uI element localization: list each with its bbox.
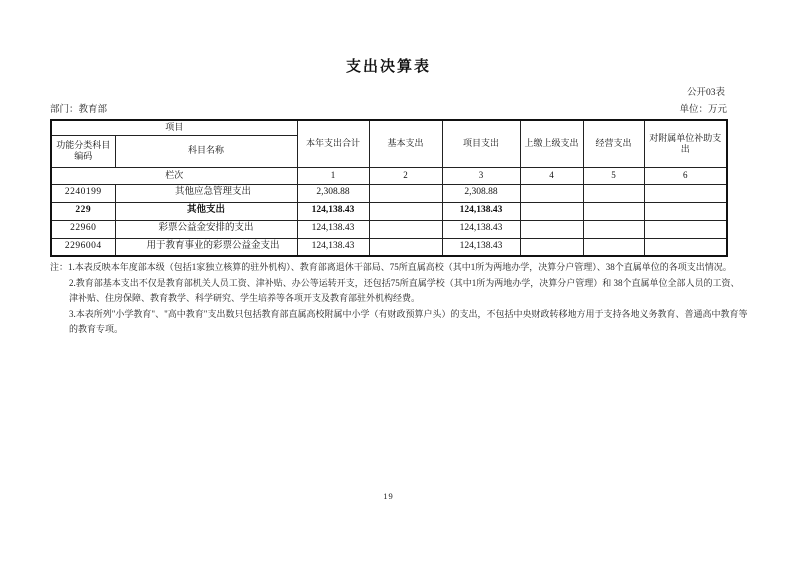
cell-project: 124,138.43 [442,238,520,256]
cell-operating [583,238,644,256]
cell-name: 用于教育事业的彩票公益金支出 [115,238,297,256]
cell-code: 2240199 [51,184,115,202]
cell-project: 2,308.88 [442,184,520,202]
table-row [51,184,727,202]
cell-name: 彩票公益金安排的支出 [115,220,297,238]
col-header-operating: 经营支出 [583,120,644,167]
rank-number: 6 [644,167,727,184]
cell-project: 124,138.43 [442,220,520,238]
cell-subsidy [644,238,727,256]
col-header-name: 科目名称 [115,135,297,167]
note-line: 的教育专项。 [69,324,124,334]
table-row [51,220,727,238]
cell-total: 2,308.88 [297,184,369,202]
page-number: 19 [383,491,394,501]
cell-total: 124,138.43 [297,202,369,220]
page-title: 支出决算表 [345,59,431,75]
cell-code: 22960 [51,220,115,238]
cell-code: 229 [51,202,115,220]
note-line: 2.教育部基本支出不仅是教育部机关人员工资、津补贴、办公等运转开支，还包括75所直属学校（其中1所为两地办学，决算分户管理）和 38个直属单位全部人员的工资、 [69,277,740,288]
cell-subsidy [644,220,727,238]
expenditure-table [50,119,728,257]
col-header-upper: 上缴上级支出 [520,120,583,167]
cell-operating [583,184,644,202]
cell-upper [520,184,583,202]
notes [50,260,748,338]
col-header-project: 项目支出 [442,120,520,167]
cell-operating [583,220,644,238]
cell-subsidy [644,202,727,220]
cell-name: 其他支出 [115,202,297,220]
note-line: 津补贴、住房保障、教育教学、科学研究、学生培养等各项开支及教育部驻外机构经费。 [69,293,421,303]
rank-row [51,167,727,184]
rank-number: 2 [369,167,442,184]
note-line: 3.本表所列"小学教育"、"高中教育"支出数只包括教育部直属高校附属中小学（有财政预算户头）的支出，不包括中央财政转移地方用于支持各地义务教育、普通高中教育等 [69,308,748,319]
public-table-label: 公开03表 [686,88,725,98]
rank-number: 3 [442,167,520,184]
rank-number: 1 [297,167,369,184]
note-text: 1.本表反映本年度部本级（包括1家独立核算的驻外机构）、教育部离退休干部局、75所直属高校（其中1所为两地办学，决算分户管理）、38个直属单位的各项支出情况。 [68,262,732,272]
cell-operating [583,202,644,220]
col-header-project-group: 项目 [51,120,297,135]
rank-label: 栏次 [51,167,297,184]
cell-upper [520,220,583,238]
cell-upper [520,202,583,220]
cell-name: 其他应急管理支出 [115,184,297,202]
cell-subsidy [644,184,727,202]
cell-basic [369,238,442,256]
unit-label: 单位：万元 [679,105,727,115]
cell-basic [369,184,442,202]
col-header-subsidy: 对附属单位补助支出 [644,120,727,167]
cell-code: 2296004 [51,238,115,256]
cell-total: 124,138.43 [297,238,369,256]
department-label: 部门：教育部 [50,105,108,115]
meta-row [50,101,727,115]
rank-number: 4 [520,167,583,184]
col-header-code: 功能分类科目编码 [51,135,115,167]
cell-project: 124,138.43 [442,202,520,220]
note-line [50,260,732,276]
header-row-group [51,120,727,135]
note-prefix: 注： [50,262,69,272]
col-header-total: 本年支出合计 [297,120,369,167]
rank-number: 5 [583,167,644,184]
cell-total: 124,138.43 [297,220,369,238]
cell-basic [369,220,442,238]
table-row [51,238,727,256]
table-row [51,202,727,220]
cell-basic [369,202,442,220]
cell-upper [520,238,583,256]
col-header-basic: 基本支出 [369,120,442,167]
